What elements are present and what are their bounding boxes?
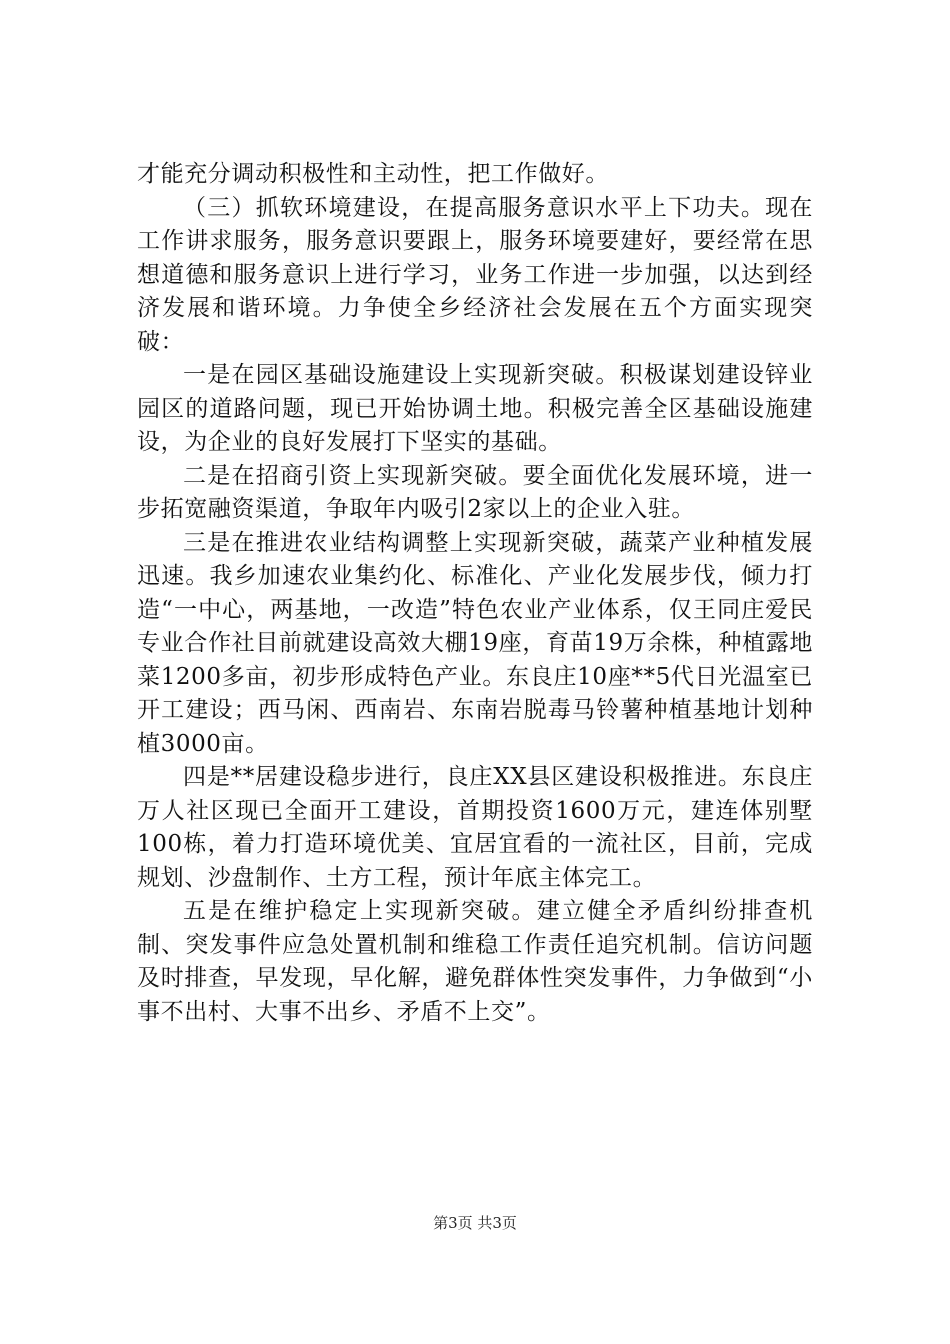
paragraph-point-three: 三是在推进农业结构调整上实现新突破，蔬菜产业种植发展迅速。我乡加速农业集约化、标准化、产业化发展步伐，倾力打造“一中心，两基地，一改造”特色农业产业体系，仅王同庄爱民专业合作社目前就建设高效大棚19座，育苗19万余株，种植露地菜1200多亩，初步形成特色产业。东良庄10座**5代日光温室已开工建设；西马闲、西南岩、东南岩脱毒马铃薯种植基地计划种植3000亩。 xyxy=(137,529,813,757)
paragraph-point-four: 四是**居建设稳步进行，良庄XX县区建设积极推进。东良庄万人社区现已全面开工建设，首期投资1600万元，建连体别墅100栋，着力打造环境优美、宜居宜看的一流社区，目前，完成规划、沙盘制作、土方工程，预计年底主体完工。 xyxy=(137,764,813,891)
paragraph-point-five: 五是在维护稳定上实现新突破。建立健全矛盾纠纷排查机制、突发事件应急处置机制和维稳工作责任追究机制。信访问题及时排查，早发现，早化解，避免群体性突发事件，力争做到“小事不出村、大事不出乡、矛盾不上交”。 xyxy=(137,898,813,1025)
paragraph-section-three: （三）抓软环境建设，在提高服务意识水平上下功夫。现在工作讲求服务，服务意识要跟上，服务环境要建好，要经常在思想道德和服务意识上进行学习，业务工作进一步加强，以达到经济发展和谐环境。力争使全乡经济社会发展在五个方面实现突破： xyxy=(137,194,813,355)
document-body xyxy=(137,158,813,1029)
paragraph-point-one: 一是在园区基础设施建设上实现新突破。积极谋划建设锌业园区的道路问题，现已开始协调土地。积极完善全区基础设施建设，为企业的良好发展打下坚实的基础。 xyxy=(137,362,813,455)
page-number-footer: 第3页 共3页 xyxy=(433,1214,517,1232)
paragraph-continuation: 才能充分调动积极性和主动性，把工作做好。 xyxy=(137,161,609,187)
paragraph-point-two: 二是在招商引资上实现新突破。要全面优化发展环境，进一步拓宽融资渠道，争取年内吸引2家以上的企业入驻。 xyxy=(137,462,813,522)
